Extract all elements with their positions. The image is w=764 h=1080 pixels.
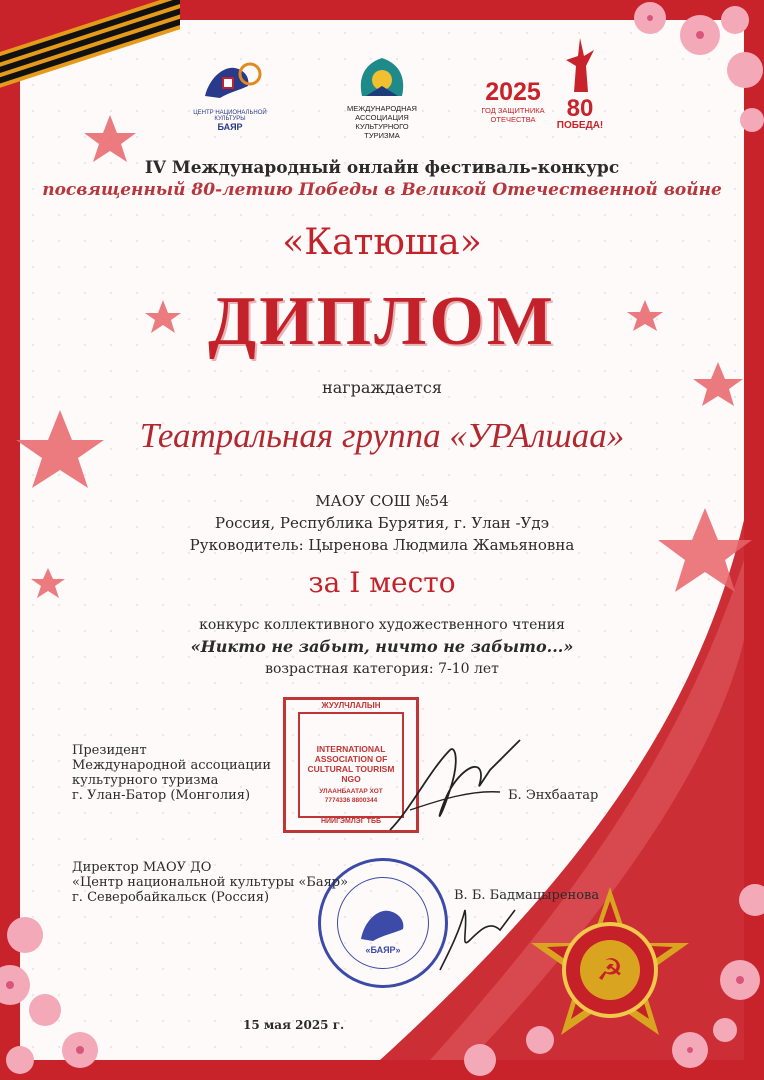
stamp-line: NGO [341, 774, 361, 784]
bayar-logo-name: БАЯР [217, 122, 243, 132]
awarded-label: награждается [322, 378, 442, 397]
issue-date: 15 мая 2025 г. [243, 1018, 345, 1032]
diploma-title: ДИПЛОМ [208, 283, 556, 360]
victory-80-number: 80 [566, 95, 594, 122]
work-title: «Никто не забыт, ничто не забыто...» [190, 637, 574, 656]
stamp-bottom-text: НИЙГЭМЛЭГ ТББ [320, 818, 382, 825]
bayar-logo [190, 56, 270, 132]
bayar-logo-caption: ЦЕНТР НАЦИОНАЛЬНОЙ КУЛЬТУРЫ [193, 110, 267, 122]
year-2025-logo [478, 78, 548, 138]
stamp-line: ASSOCIATION OF [314, 754, 388, 764]
signature-badmatsyrenova [430, 900, 520, 980]
award-place: за I место [308, 566, 456, 599]
order-medal-icon [525, 885, 695, 1055]
stamp-number-text: 7774336 8800344 [324, 797, 378, 804]
recipient-leader: Руководитель: Цыренова Людмила Жамьяновна [189, 536, 575, 554]
stamp-line: CULTURAL TOURISM [307, 764, 395, 774]
stamp-city-text: УЛААНБААТАР ХОТ [319, 788, 383, 795]
age-category: возрастная категория: 7-10 лет [265, 661, 499, 677]
nomination-block [0, 614, 764, 680]
director-signature-block [72, 860, 348, 905]
year-2025-caption: ГОД ЗАЩИТНИКА ОТЕЧЕСТВА [481, 106, 545, 124]
stamp-round-name: «БАЯР» [365, 945, 401, 955]
recipient-details [0, 490, 764, 556]
victory-80-logo [550, 36, 610, 142]
president-title-line: г. Улан-Батор (Монголия) [72, 788, 251, 803]
recipient-school: МАОУ СОШ №54 [315, 492, 449, 510]
festival-line: IV Международный онлайн фестиваль-конкурс [144, 158, 620, 178]
president-title-line: Президент [72, 743, 147, 758]
signature-enkhbaatar [380, 730, 530, 840]
victory-80-text: ПОБЕДА! [556, 120, 604, 131]
president-title-line: культурного туризма [72, 773, 219, 788]
medal-caption [548, 1058, 562, 1059]
motherland-statue-icon [560, 36, 600, 94]
year-2025-text: 2025 [485, 78, 541, 106]
festival-dedication: посвященный 80-летию Победы в Великой Отечественной войне [42, 180, 722, 200]
stamp-top-text: ЖУУЛЧЛАЛЫН [321, 701, 381, 710]
association-emblem-icon [352, 56, 412, 100]
contest-name: конкурс коллективного художественного чтения [199, 617, 565, 633]
director-name: В. Б. Бадмацыренова [454, 888, 600, 903]
recipient-location: Россия, Республика Бурятия, г. Улан -Удэ [215, 514, 549, 532]
svg-text:☭: ☭ [596, 953, 624, 988]
president-title-line: Международной ассоциации [72, 758, 272, 773]
association-logo [340, 56, 424, 142]
horse-icon [190, 56, 270, 106]
festival-name: «Катюша» [282, 222, 482, 263]
president-name: Б. Энхбаатар [508, 788, 599, 803]
recipient-name: Театральная группа «УРАлшаа» [139, 416, 625, 455]
director-title-line: г. Северобайкальск (Россия) [72, 890, 270, 905]
association-logo-caption: МЕЖДУНАРОДНАЯ АССОЦИАЦИЯ КУЛЬТУРНОГО ТУРИЗМА [347, 104, 417, 140]
director-title-line: Директор МАОУ ДО [72, 860, 212, 875]
director-title-line: «Центр национальной культуры «Баяр» [72, 875, 349, 890]
stamp-line: INTERNATIONAL [316, 744, 386, 754]
president-signature-block [72, 743, 271, 803]
